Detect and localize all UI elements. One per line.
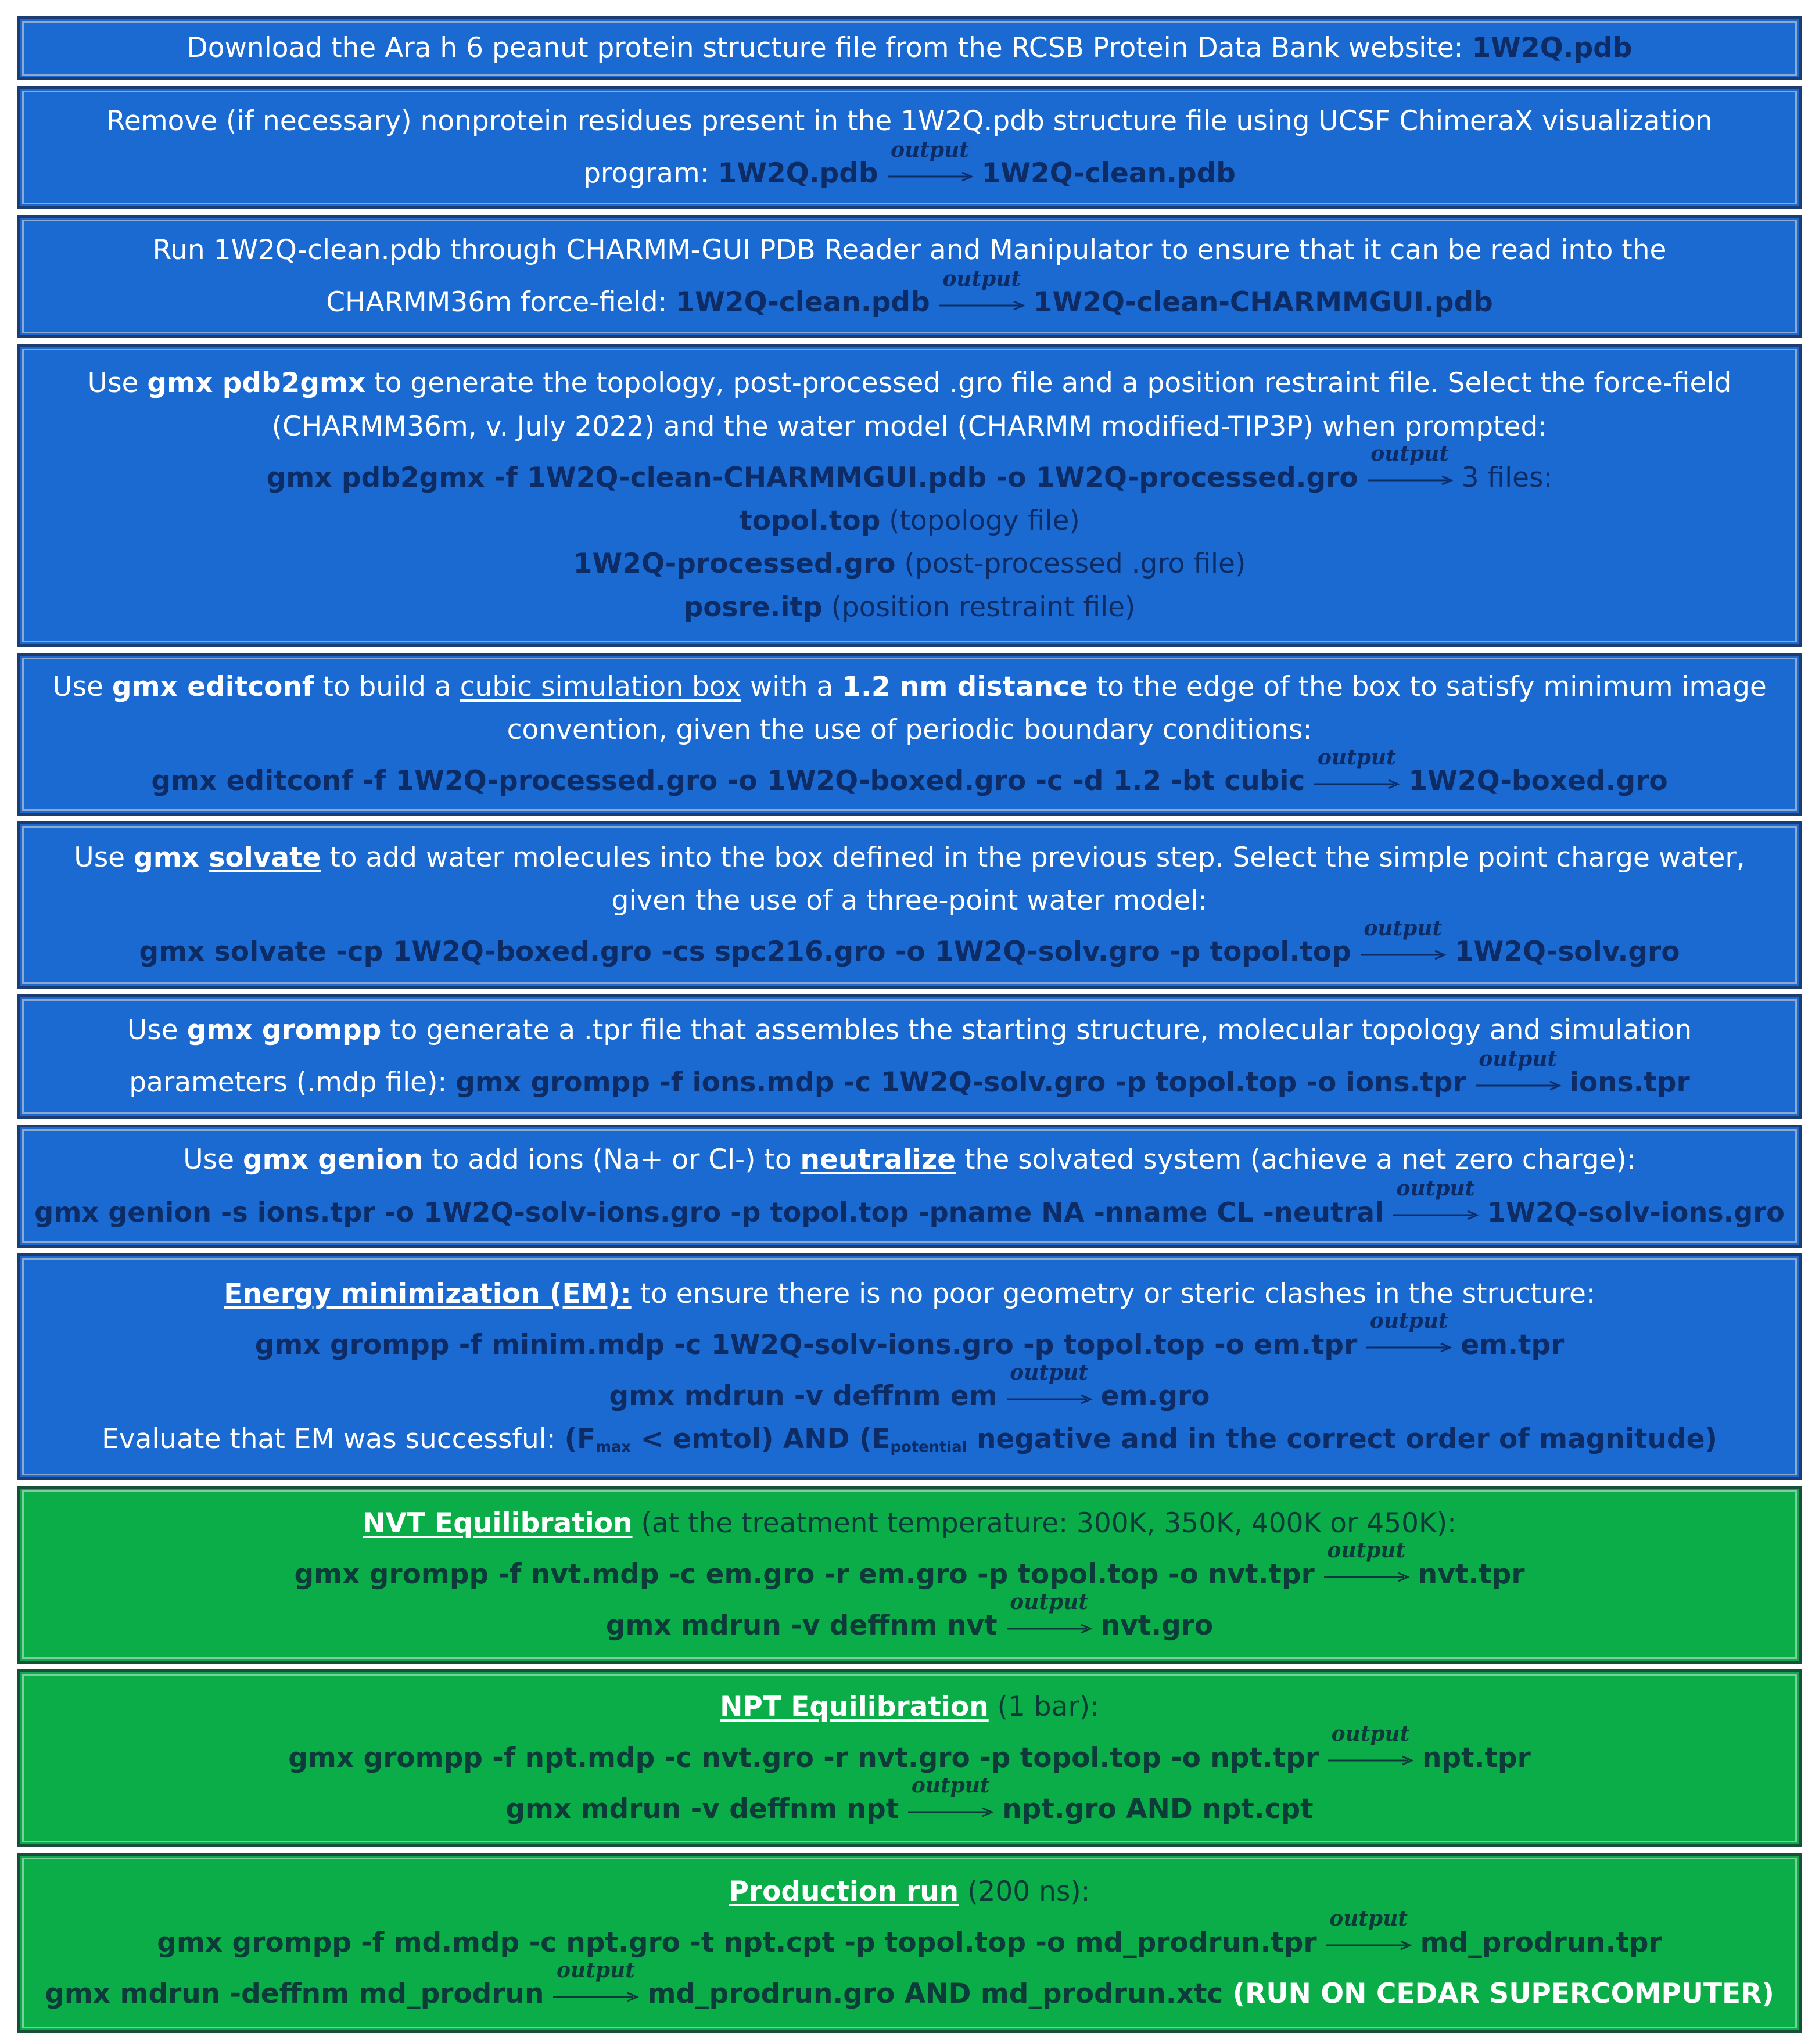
pdb2gmx-command: gmx pdb2gmx -f 1W2Q-clean-CHARMMGUI.pdb -o 1W2Q-processed.gro [266, 461, 1358, 494]
text-fragment: to add ions (Na+ or Cl-) to [423, 1144, 801, 1176]
text-fragment: with a [741, 670, 842, 703]
step-prod-command1-line [157, 1906, 1662, 1964]
output-arrow-icon [1392, 1176, 1479, 1226]
arrow-label: output [1370, 441, 1450, 466]
editconf-command: gmx editconf -f 1W2Q-processed.gro -o 1W2Q-boxed.gro -c -d 1.2 -bt cubic [151, 765, 1305, 798]
fmax-subscript: max [595, 1438, 632, 1456]
npt-mdrun-output: npt.gro AND npt.cpt [1002, 1793, 1314, 1826]
nvt-grompp-output: nvt.tpr [1418, 1558, 1525, 1590]
arrow-label: output [1317, 745, 1396, 770]
use-word: Use [183, 1144, 243, 1176]
tool-name: gmx editconf [112, 670, 314, 703]
output-file-topol [739, 500, 1079, 543]
output-arrow-icon [1323, 1538, 1410, 1587]
step-pdb2gmx-command-line [266, 441, 1553, 500]
output-arrow-icon [1006, 1360, 1093, 1410]
step-energy-minimization [17, 1253, 1802, 1480]
output-arrow-icon [887, 137, 974, 187]
em-grompp-command: gmx grompp -f minim.mdp -c 1W2Q-solv-ions.gro -p topol.top -o em.tpr [254, 1328, 1358, 1361]
tool-name: gmx grompp [186, 1014, 382, 1046]
output-file-name: topol.top [739, 505, 881, 537]
text-fragment: to ensure there is no poor geometry or steric clashes in the structure: [631, 1277, 1595, 1310]
text-fragment: to add water molecules into the box defined in the previous step. Select the simple point charge water, [321, 841, 1745, 874]
step-solvate [17, 821, 1802, 989]
step-solvate-command-line [139, 915, 1680, 973]
output-file-desc: (topology file) [880, 505, 1080, 537]
step-editconf [17, 653, 1802, 816]
step-charmm-output: 1W2Q-clean-CHARMMGUI.pdb [1033, 286, 1493, 318]
step-remove-line1: Remove (if necessary) nonprotein residues present in the 1W2Q.pdb structure file using UCSF ChimeraX visualization [106, 105, 1713, 137]
step-genion-command-line [34, 1176, 1785, 1234]
step-editconf-line1 [52, 666, 1767, 709]
step-prod-command2-line [45, 1957, 1774, 2016]
em-mdrun-command: gmx mdrun -v deffnm em [609, 1380, 998, 1412]
prod-mdrun-output: md_prodrun.gro AND md_prodrun.xtc [647, 1978, 1224, 2010]
step-nvt-title-line [363, 1502, 1456, 1545]
arrow-label: output [1010, 1589, 1089, 1614]
arrow-label: output [1369, 1309, 1448, 1334]
step-charmm-line1: Run 1W2Q-clean.pdb through CHARMM-GUI PDB Reader and Manipulator to ensure that it can be read into the [152, 234, 1667, 266]
step-charmm-gui [17, 215, 1802, 338]
epotential-subscript: potential [890, 1438, 967, 1456]
step-charmm-prefix: CHARMM36m force-field: [326, 286, 676, 318]
output-file-name: posre.itp [683, 591, 823, 623]
arrow-label: output [557, 1957, 635, 1982]
step-editconf-command-line [151, 745, 1668, 803]
arrow-label: output [1364, 915, 1443, 940]
npt-grompp-command: gmx grompp -f npt.mdp -c nvt.gro -r nvt.gro -p topol.top -o npt.tpr [288, 1741, 1319, 1774]
step-npt-command2-line [505, 1773, 1314, 1831]
step-remove-residues [17, 86, 1802, 209]
use-word: Use [127, 1014, 187, 1046]
solvate-output: 1W2Q-solv.gro [1454, 936, 1680, 968]
step-download [17, 16, 1802, 80]
em-criteria [565, 1423, 1717, 1455]
arrow-label: output [1331, 1722, 1410, 1747]
nvt-grompp-command: gmx grompp -f nvt.mdp -c em.gro -r em.gro -p topol.top -o nvt.tpr [294, 1558, 1315, 1590]
step-nvt-command2-line [605, 1589, 1214, 1647]
step-charmm-line2 [326, 266, 1493, 324]
nvt-title: NVT Equilibration [363, 1507, 633, 1539]
step-npt-command1-line [288, 1722, 1531, 1780]
step-editconf-line2: convention, given the use of periodic boundary conditions: [507, 713, 1312, 746]
arrow-label: output [911, 1773, 990, 1798]
step-charmm-input: 1W2Q-clean.pdb [676, 286, 930, 318]
step-solvate-line1 [74, 836, 1745, 879]
use-word: Use [52, 670, 112, 703]
step-grompp-line1 [127, 1009, 1692, 1052]
pdb-file-name: 1W2Q.pdb [1472, 31, 1633, 64]
step-remove-prefix: program: [583, 157, 718, 189]
output-arrow-icon [1313, 745, 1400, 795]
genion-output: 1W2Q-solv-ions.gro [1487, 1196, 1785, 1228]
output-arrow-icon [552, 1957, 639, 2007]
text-fragment: (at the treatment temperature: 300K, 350K, 400K or 450K): [632, 1507, 1456, 1539]
step-production-run [17, 1853, 1802, 2033]
prod-grompp-output: md_prodrun.tpr [1420, 1926, 1662, 1959]
text-fragment: to build a [314, 670, 460, 703]
output-arrow-icon [1365, 1309, 1452, 1358]
arrow-label: output [1479, 1046, 1558, 1071]
text-fragment: to generate a .tpr file that assembles the starting structure, molecular topology and simulation [381, 1014, 1692, 1046]
output-arrow-icon [1327, 1722, 1414, 1771]
output-arrow-icon [938, 266, 1025, 316]
text-fragment: parameters (.mdp file): [129, 1066, 456, 1098]
step-remove-output: 1W2Q-clean.pdb [981, 157, 1236, 189]
step-pdb2gmx-line2: (CHARMM36m, v. July 2022) and the water model (CHARMM modified-TIP3P) when prompted: [271, 410, 1548, 443]
step-grompp-line2 [129, 1046, 1690, 1104]
grompp-ions-command: gmx grompp -f ions.mdp -c 1W2Q-solv.gro -p topol.top -o ions.tpr [455, 1066, 1466, 1098]
step-em-eval-line [102, 1418, 1717, 1461]
output-file-name: 1W2Q-processed.gro [573, 548, 896, 580]
step-genion [17, 1125, 1802, 1248]
distance-text: 1.2 nm distance [842, 670, 1088, 703]
step-remove-line2 [583, 137, 1236, 195]
output-arrow-icon [907, 1773, 994, 1823]
arrow-label: output [1010, 1360, 1089, 1385]
em-grompp-output: em.tpr [1461, 1328, 1565, 1361]
step-nvt-equilibration [17, 1486, 1802, 1664]
output-arrow-icon [1366, 441, 1454, 491]
prod-mdrun-command: gmx mdrun -deffnm md_prodrun [45, 1978, 544, 2010]
npt-title: NPT Equilibration [720, 1690, 989, 1723]
step-prod-title-line [729, 1870, 1090, 1913]
step-download-text: Download the Ara h 6 peanut protein structure file from the RCSB Protein Data Bank website: [186, 31, 1472, 64]
arrow-label: output [891, 137, 969, 162]
tool-name: gmx [134, 841, 209, 874]
output-file-posre [684, 586, 1136, 629]
output-arrow-icon [1474, 1046, 1562, 1096]
text-fragment: (200 ns): [959, 1875, 1090, 1908]
step-em-command2-line [609, 1360, 1210, 1418]
npt-mdrun-command: gmx mdrun -v deffnm npt [505, 1793, 899, 1826]
box-type-text: cubic simulation box [460, 670, 741, 703]
output-file-processed [573, 543, 1246, 585]
output-arrow-icon [1325, 1906, 1412, 1956]
pdb2gmx-result: 3 files: [1461, 461, 1553, 494]
em-title: Energy minimization (EM): [224, 1277, 632, 1310]
output-file-desc: (post-processed .gro file) [895, 548, 1246, 580]
use-word: Use [87, 367, 148, 400]
neutralize-text: neutralize [800, 1144, 956, 1176]
arrow-label: output [942, 266, 1021, 291]
npt-grompp-output: npt.tpr [1422, 1741, 1531, 1774]
output-file-desc: (position restraint file) [822, 591, 1136, 623]
text-fragment: (1 bar): [988, 1690, 1099, 1723]
step-npt-equilibration [17, 1669, 1802, 1847]
output-arrow-icon [1359, 915, 1447, 965]
editconf-output: 1W2Q-boxed.gro [1408, 765, 1668, 798]
step-grompp-ions [17, 994, 1802, 1119]
tool-name: gmx pdb2gmx [147, 367, 366, 400]
em-eval-text: Evaluate that EM was successful: [102, 1423, 565, 1456]
em-mdrun-output: em.gro [1100, 1380, 1210, 1412]
arrow-label: output [1396, 1176, 1475, 1201]
nvt-mdrun-command: gmx mdrun -v deffnm nvt [605, 1610, 998, 1642]
step-npt-title-line [720, 1686, 1099, 1729]
text-fragment: the solvated system (achieve a net zero charge): [956, 1144, 1636, 1176]
step-solvate-line2: given the use of a three-point water model: [611, 884, 1208, 917]
tool-subcommand: solvate [209, 841, 321, 874]
tool-name: gmx genion [243, 1144, 424, 1176]
step-remove-input: 1W2Q.pdb [717, 157, 878, 189]
text-fragment: to the edge of the box to satisfy minimum image [1088, 670, 1767, 703]
step-pdb2gmx [17, 344, 1802, 647]
production-title: Production run [729, 1875, 959, 1908]
arrow-label: output [1329, 1906, 1408, 1931]
criterion-text: negative and in the correct order of magnitude) [967, 1423, 1717, 1456]
criterion-text: < emtol) AND (E [631, 1423, 891, 1456]
genion-command: gmx genion -s ions.tpr -o 1W2Q-solv-ions.gro -p topol.top -pname NA -nname CL -neutral [34, 1196, 1384, 1228]
step-pdb2gmx-line1 [88, 362, 1732, 405]
nvt-mdrun-output: nvt.gro [1100, 1610, 1214, 1642]
step-em-command1-line [254, 1309, 1565, 1367]
prod-grompp-command: gmx grompp -f md.mdp -c npt.gro -t npt.cpt -p topol.top -o md_prodrun.tpr [157, 1926, 1317, 1959]
step-download-line [187, 27, 1633, 70]
solvate-command: gmx solvate -cp 1W2Q-boxed.gro -cs spc216.gro -o 1W2Q-solv.gro -p topol.top [139, 936, 1351, 968]
step-nvt-command1-line [294, 1538, 1525, 1596]
output-arrow-icon [1006, 1589, 1093, 1639]
grompp-ions-output: ions.tpr [1569, 1066, 1690, 1098]
step-pdb2gmx-desc: to generate the topology, post-processed .gro file and a position restraint file. Select the force-field [365, 367, 1732, 400]
criterion-text: (F [564, 1423, 596, 1456]
arrow-label: output [1327, 1538, 1406, 1563]
step-genion-line1 [183, 1138, 1635, 1181]
use-word: Use [74, 841, 134, 874]
cedar-note: (RUN ON CEDAR SUPERCOMPUTER) [1223, 1978, 1774, 2010]
